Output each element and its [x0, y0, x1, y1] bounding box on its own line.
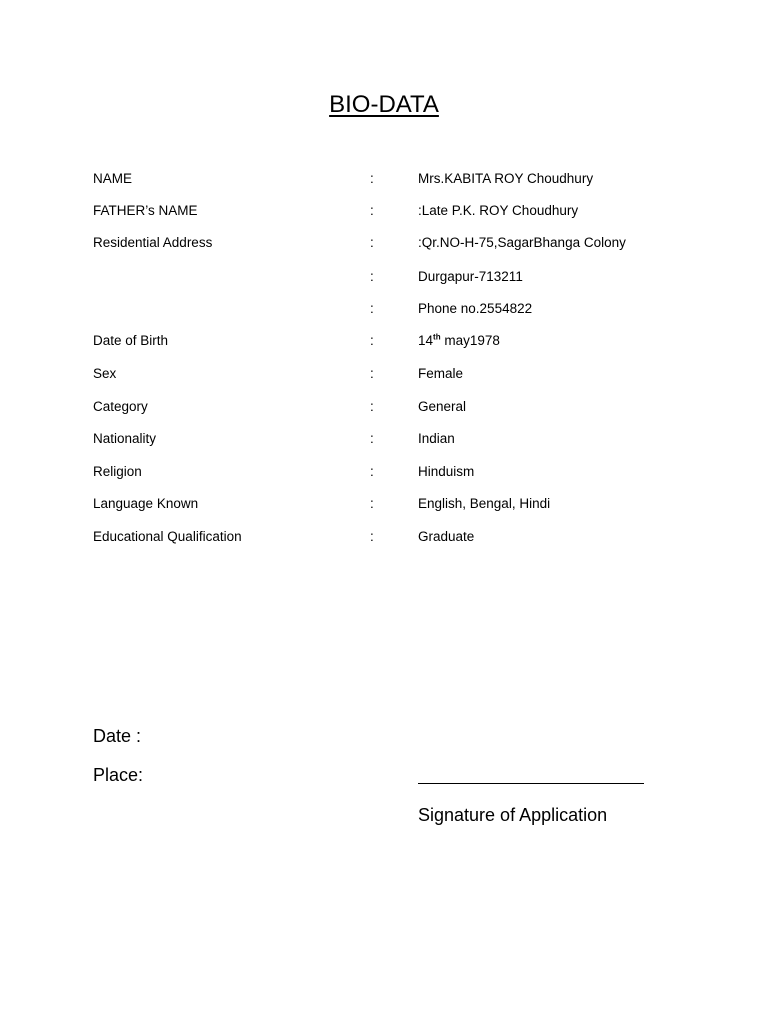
field-colon: :: [370, 203, 374, 218]
field-row-father-name: [0, 201, 768, 221]
field-row-name: [0, 169, 768, 189]
field-value: Graduate: [418, 529, 475, 544]
field-row-educational-qualification: [0, 527, 768, 547]
field-row-category: [0, 397, 768, 417]
field-colon: :: [370, 301, 374, 316]
field-value: General: [418, 399, 467, 414]
field-colon: :: [370, 235, 374, 250]
field-colon: :: [370, 366, 374, 381]
field-colon: :: [370, 269, 374, 284]
signature-caption: Signature of Application: [418, 805, 608, 825]
field-value: :Qr.NO-H-75,SagarBhanga Colony: [418, 235, 626, 250]
field-label: Educational Qualification: [93, 529, 242, 544]
dob-rest: may1978: [440, 333, 500, 348]
field-label: Nationality: [93, 431, 157, 446]
field-row-address-city: [0, 267, 768, 287]
field-value: Indian: [418, 431, 455, 446]
field-row-nationality: [0, 429, 768, 449]
field-row-language-known: [0, 494, 768, 514]
field-label: Language Known: [93, 496, 199, 511]
field-label: Date of Birth: [93, 333, 169, 348]
field-row-phone: [0, 299, 768, 319]
field-colon: :: [370, 333, 374, 348]
field-label: Category: [93, 399, 148, 414]
field-label: Sex: [93, 366, 117, 381]
dob-ordinal-suffix: th: [433, 332, 441, 342]
field-colon: :: [370, 171, 374, 186]
field-value: :Late P.K. ROY Choudhury: [418, 203, 579, 218]
field-value: Durgapur-713211: [418, 269, 523, 284]
field-colon: :: [370, 529, 374, 544]
place-label: Place:: [93, 765, 144, 785]
signature-line: [418, 783, 644, 784]
field-label: Residential Address: [93, 235, 213, 250]
field-colon: :: [370, 496, 374, 511]
field-row-date-of-birth: [0, 331, 768, 351]
field-row-residential-address: [0, 233, 768, 253]
field-colon: :: [370, 399, 374, 414]
field-value: Female: [418, 366, 464, 381]
field-value: [418, 331, 500, 351]
field-value: Hinduism: [418, 464, 475, 479]
field-label: Religion: [93, 464, 142, 479]
field-label: NAME: [93, 171, 133, 186]
dob-day: 14: [418, 333, 434, 348]
field-label: FATHER’s NAME: [93, 203, 198, 218]
field-value: Mrs.KABITA ROY Choudhury: [418, 171, 594, 186]
field-value: English, Bengal, Hindi: [418, 496, 551, 511]
page-title: BIO-DATA: [329, 91, 439, 118]
field-colon: :: [370, 464, 374, 479]
field-colon: :: [370, 431, 374, 446]
field-value: Phone no.2554822: [418, 301, 533, 316]
field-row-sex: [0, 364, 768, 384]
date-label: Date :: [93, 726, 142, 746]
field-row-religion: [0, 462, 768, 482]
